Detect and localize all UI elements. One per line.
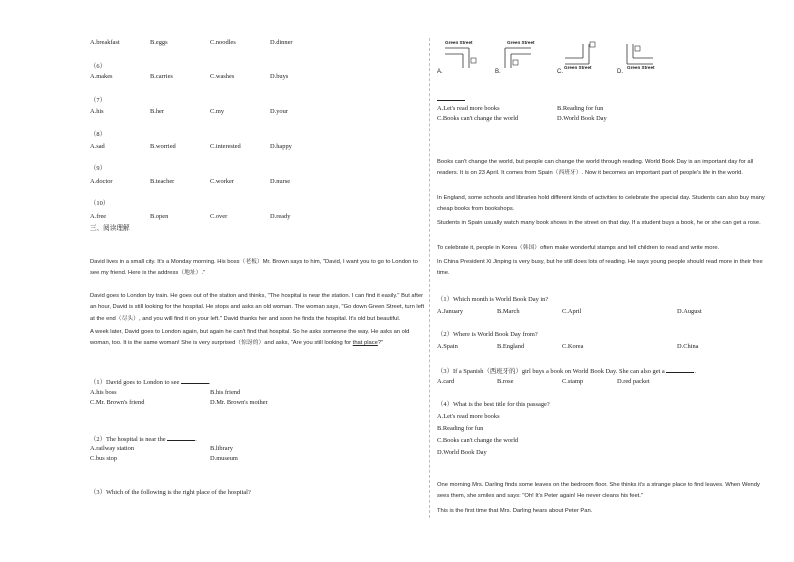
question-4b-option-c: C.Books can't change the world bbox=[437, 437, 519, 444]
option-b: B.her bbox=[150, 108, 165, 115]
passage-text: A week later, David goes to London again, but again he can't find that hospital. So he asks someone the way. He asks an old woman, too. It is the same woman! She is very surprised（惊讶的）and asks, "Are you still looking for bbox=[90, 329, 410, 347]
passage-paragraph-2: David goes to London by train. He goes out of the station and thinks, "The hospital is near the station. I can find it easily." But after an hour, David is still looking for the hospital. He stops and asks an old woman. The woman says, "Go down Green Street, turn left at the end（尽头）, and you will find it on your left." David thanks her and soon he finds the hospital. It's old but beautiful. bbox=[90, 293, 425, 322]
question-1-options-row-2 bbox=[90, 398, 425, 408]
section-heading-reading: 三、阅读理解 bbox=[90, 224, 130, 232]
question-1-options-row-1 bbox=[90, 388, 425, 398]
option-d: D.red packet bbox=[617, 378, 650, 385]
question-4-options-row-2 bbox=[437, 114, 772, 124]
map-d-drawing bbox=[617, 38, 657, 74]
question-4b-option-d: D.World Book Day bbox=[437, 449, 487, 456]
option-b: B.teacher bbox=[150, 178, 175, 185]
question-3 bbox=[437, 365, 696, 377]
cloze-options-6 bbox=[90, 72, 425, 82]
question-3-options bbox=[437, 377, 772, 387]
question-1-options bbox=[437, 307, 772, 317]
question-1 bbox=[90, 376, 211, 388]
street-label: Green Street bbox=[507, 40, 535, 45]
option-b: B.carries bbox=[150, 73, 173, 80]
option-d: D.ready bbox=[270, 213, 291, 220]
option-c: C.bus stop bbox=[90, 455, 117, 462]
option-a: A.doctor bbox=[90, 178, 113, 185]
question-text: （3）If a Spanish（西班牙的）girl buys a book on World Book Day. She can also get a bbox=[437, 368, 665, 375]
option-b: B.rose bbox=[497, 378, 514, 385]
question-tail: . bbox=[195, 436, 197, 443]
question-number-9: （9） bbox=[90, 165, 106, 172]
option-c: C.interested bbox=[210, 143, 241, 150]
option-c: C.worker bbox=[210, 178, 234, 185]
question-4-options-row-1 bbox=[437, 104, 772, 114]
passage2-paragraph-1: Books can't change the world, but people can change the world through reading. World Book Day is an important day for all readers. It is on 23 April. It comes from Spain（西班牙）. Now it becomes an important part of people's life in the world. bbox=[437, 159, 754, 177]
map-option-c bbox=[557, 38, 597, 74]
question-tail: . bbox=[208, 379, 211, 386]
street-label: Green Street bbox=[445, 40, 473, 45]
option-d: D.buys bbox=[270, 73, 289, 80]
option-a: A.his bbox=[90, 108, 104, 115]
map-option-b bbox=[495, 38, 535, 74]
cloze-options-8 bbox=[90, 142, 425, 152]
question-2-options-row-1 bbox=[90, 444, 425, 454]
cloze-options-7 bbox=[90, 107, 425, 117]
option-d: D.your bbox=[270, 108, 288, 115]
option-b: B.eggs bbox=[150, 39, 168, 46]
option-d: D.Mr. Brown's mother bbox=[210, 399, 268, 406]
map-option-letter: B. bbox=[495, 69, 501, 75]
option-a: A.free bbox=[90, 213, 107, 220]
question-2-options-row-2 bbox=[90, 454, 425, 464]
option-d: D.museum bbox=[210, 455, 238, 462]
question-1: （1）Which month is World Book Day in? bbox=[437, 296, 549, 303]
option-c: C.Korea bbox=[562, 343, 584, 350]
map-b-drawing bbox=[495, 38, 535, 74]
map-c-drawing bbox=[557, 38, 597, 74]
question-text: （2）The hospital is near the bbox=[90, 436, 166, 443]
option-b: B.worried bbox=[150, 143, 176, 150]
street-label: Green Street bbox=[564, 65, 592, 70]
passage2-paragraph-4: To celebrate it, people in Korea（韩国）often make wonderful stamps and tell children to read and write more. bbox=[437, 245, 720, 251]
passage-text: ?" bbox=[377, 340, 384, 347]
option-c: C.noodles bbox=[210, 39, 236, 46]
question-number-7: （7） bbox=[90, 97, 106, 104]
option-c: C.over bbox=[210, 213, 228, 220]
option-b: B.Reading for fun bbox=[557, 105, 604, 112]
passage2-paragraph-2: In England, some schools and libraries hold different kinds of activities to celebrate the special day. Students can also buy many cheap books from bookshops. bbox=[437, 195, 765, 213]
option-b: B.open bbox=[150, 213, 169, 220]
option-a: A.card bbox=[437, 378, 455, 385]
map-option-d bbox=[617, 38, 657, 74]
passage-paragraph-3 bbox=[90, 327, 425, 350]
map-a-drawing bbox=[437, 38, 477, 74]
option-c: C.Mr. Brown's friend bbox=[90, 399, 145, 406]
option-b: B.England bbox=[497, 343, 525, 350]
option-c: C.stamp bbox=[562, 378, 584, 385]
option-d: D.World Book Day bbox=[557, 115, 607, 122]
question-4b-option-a: A.Let's read more books bbox=[437, 413, 500, 420]
question-2: （2）Where is World Book Day from? bbox=[437, 331, 538, 338]
option-a: A.his boss bbox=[90, 389, 117, 396]
option-d: D.dinner bbox=[270, 39, 293, 46]
option-c: C.Books can't change the world bbox=[437, 115, 519, 122]
option-c: C.washes bbox=[210, 73, 235, 80]
option-a: A.sad bbox=[90, 143, 105, 150]
option-b: B.his friend bbox=[210, 389, 241, 396]
answer-blank[interactable] bbox=[181, 376, 209, 384]
cloze-options-5 bbox=[90, 38, 425, 48]
answer-blank[interactable] bbox=[666, 365, 694, 373]
underlined-phrase: that place bbox=[352, 340, 378, 347]
option-a: A.railway station bbox=[90, 445, 135, 452]
option-a: A.Let's read more books bbox=[437, 105, 500, 112]
question-number-6: （6） bbox=[90, 63, 106, 70]
option-b: B.library bbox=[210, 445, 233, 452]
answer-blank[interactable] bbox=[437, 93, 465, 101]
answer-blank[interactable] bbox=[167, 433, 195, 441]
option-c: C.my bbox=[210, 108, 225, 115]
column-divider bbox=[429, 38, 430, 518]
passage2-paragraph-5: In China President Xi Jinping is very busy, but he still does lots of reading. He says young people should read more in their free time. bbox=[437, 259, 763, 277]
option-a: A.makes bbox=[90, 73, 113, 80]
street-label: Green Street bbox=[627, 65, 655, 70]
option-c: C.April bbox=[562, 308, 582, 315]
map-option-letter: D. bbox=[617, 69, 623, 75]
question-4b-option-b: B.Reading for fun bbox=[437, 425, 484, 432]
passage2-paragraph-3: Students in Spain usually watch many book shows in the street on that day. If a student buys a book, he or she can get a rose. bbox=[437, 220, 761, 226]
cloze-options-9 bbox=[90, 177, 425, 187]
option-a: A.January bbox=[437, 308, 464, 315]
map-option-a bbox=[437, 38, 477, 74]
question-2-options bbox=[437, 342, 772, 352]
question-text: （1）David goes to London to see bbox=[90, 379, 180, 386]
passage3-paragraph-1: One morning Mrs. Darling finds some leaves on the bedroom floor. She thinks it's a strange place to find leaves. When Wendy sees them, she smiles and says: "Oh! It's Peter again! He never cleans his feet." bbox=[437, 482, 760, 500]
passage3-paragraph-2: This is the first time that Mrs. Darling hears about Peter Pan. bbox=[437, 508, 593, 514]
option-a: A.Spain bbox=[437, 343, 458, 350]
question-number-8: （8） bbox=[90, 131, 106, 138]
cloze-options-10 bbox=[90, 212, 425, 222]
passage-paragraph-1: David lives in a small city. It's a Monday morning. His boss（老板）Mr. Brown says to him, "David, I want you to go to London to see my friend. Here is the address（地址）." bbox=[90, 259, 418, 277]
option-b: B.March bbox=[497, 308, 520, 315]
option-d: D.happy bbox=[270, 143, 292, 150]
map-option-letter: C. bbox=[557, 69, 563, 75]
option-a: A.breakfast bbox=[90, 39, 120, 46]
question-4b: （4）What is the best title for this passage? bbox=[437, 401, 550, 408]
question-tail: . bbox=[694, 368, 696, 375]
option-d: D.nurse bbox=[270, 178, 291, 185]
option-d: D.August bbox=[677, 308, 702, 315]
question-number-10: （10） bbox=[90, 200, 110, 207]
option-d: D.China bbox=[677, 343, 699, 350]
question-3: （3）Which of the following is the right place of the hospital? bbox=[90, 489, 251, 496]
map-option-letter: A. bbox=[437, 69, 443, 75]
